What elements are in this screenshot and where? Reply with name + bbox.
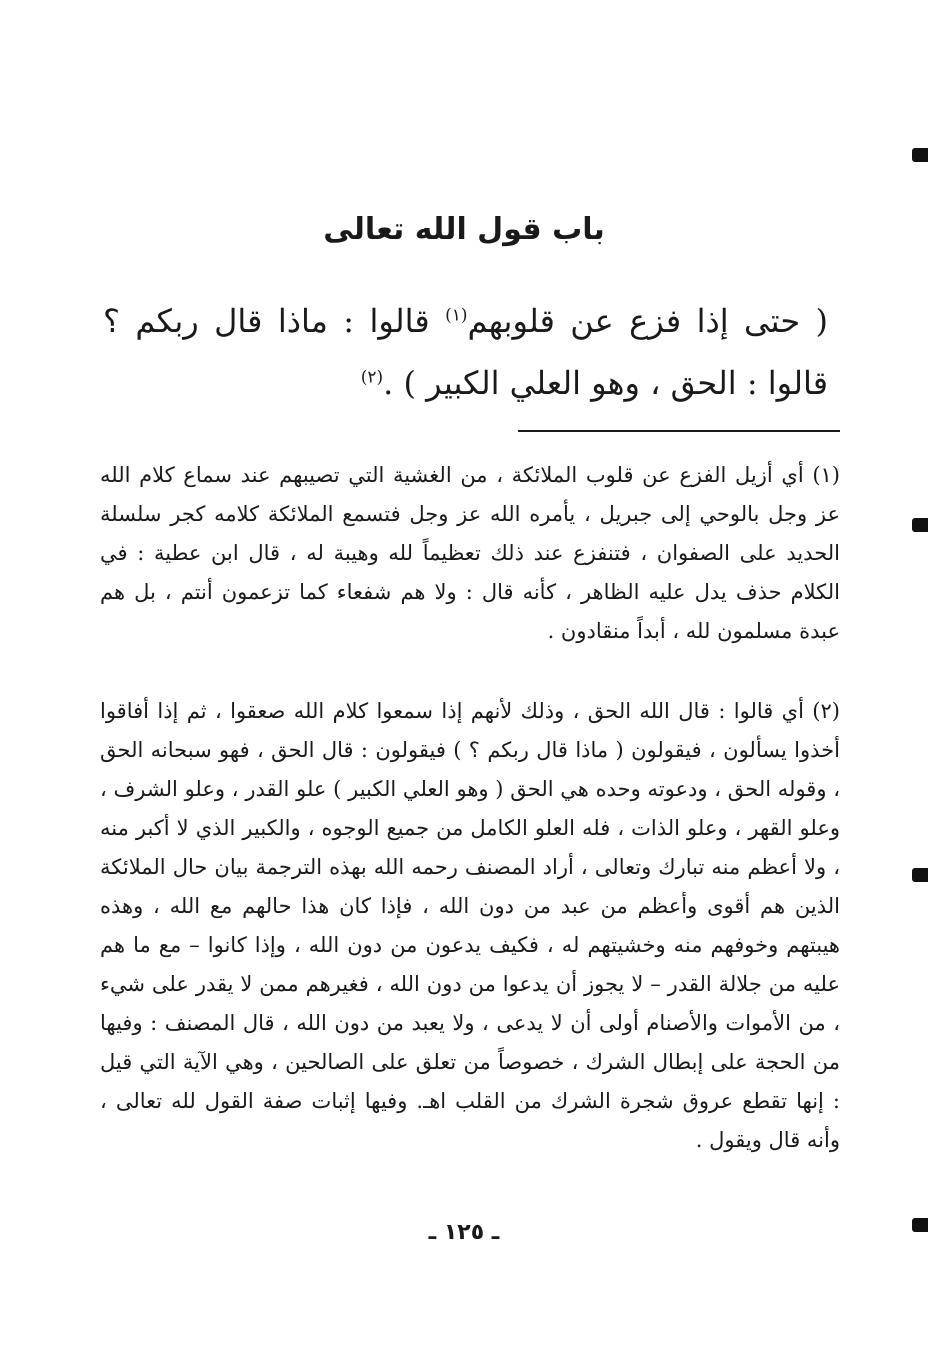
footnote-2: (٢) أي قالوا : قال الله الحق ، وذلك لأنهم إذا سمعوا كلام الله صعقوا ، ثم إذا أفاقوا أخذوا يسألون ، فيقولون ( ماذا قال ربكم ؟ ) فيقولون : قال الحق ، فهو سبحانه الحق ، وقوله الحق ، ودعوته وحده هي الحق ( وهو العلي الكبير ) علو القدر ، وعلو الشرف ، وعلو القهر ، وعلو الذات ، فله العلو الكامل من جميع الوجوه ، والكبير الذي لا أكبر منه ، ولا أعظم منه تبارك وتعالى ، أراد المصنف رحمه الله بهذه الترجمة بيان حال الملائكة الذين هم أقوى وأعظم من عبد من دون الله ، فإذا كان هذا حالهم مع الله ، وهذه هيبتهم وخوفهم منه وخشيتهم له ، فكيف يدعون من دون الله ، وإذا كانوا – مع ما هم عليه من جلالة القدر – لا يجوز أن يدعوا من دون الله ، فغيرهم ممن لا يقدر على شيء ، من الأموات والأصنام أولى أن لا يدعى ، ولا يعبد من دون الله ، قال المصنف : وفيها من الحجة على إبطال الشرك ، خصوصاً من تعلق على الصالحين ، وهي الآية التي قيل : إنها تقطع عروق شجرة الشرك من القلب اهـ. وفيها إثبات صفة القول لله تعالى ، وأنه قال ويقول . [100, 699, 840, 1152]
footnote-separator [518, 430, 840, 432]
verse-text-part-2: قالوا : ماذا قال ربكم ؟ قالوا : الحق ، وهو العلي الكبير ) . [103, 302, 828, 402]
chapter-title: باب قول الله تعالى [323, 212, 605, 247]
verse-text-part-1: ( حتى إذا فزع عن قلوبهم [467, 302, 829, 340]
footnote-ref-1[interactable]: (١) [445, 305, 468, 326]
scan-edge-mark [912, 868, 928, 882]
quran-verse [103, 290, 828, 414]
scan-edge-mark [912, 1218, 928, 1232]
scan-edge-mark [912, 148, 928, 162]
footnote-ref-2[interactable]: (٢) [360, 367, 384, 388]
footnote-1: (١) أي أزيل الفزع عن قلوب الملائكة ، من الغشية التي تصيبهم عند سماع كلام الله عز وجل بالوحي إلى جبريل ، يأمره الله عز وجل فتسمع الملائكة كلامه كجر سلسلة الحديد على الصفوان ، فتنفزع عند ذلك تعظيماً لله وهيبة له ، قال ابن عطية : في الكلام حذف يدل عليه الظاهر ، كأنه قال : ولا هم شفعاء كما تزعمون أنتم ، بل هم عبدة مسلمون لله ، أبداً منقادون . [100, 463, 840, 643]
scan-edge-mark [912, 518, 928, 532]
page-number: ـ ١٢٥ ـ [428, 1220, 500, 1245]
